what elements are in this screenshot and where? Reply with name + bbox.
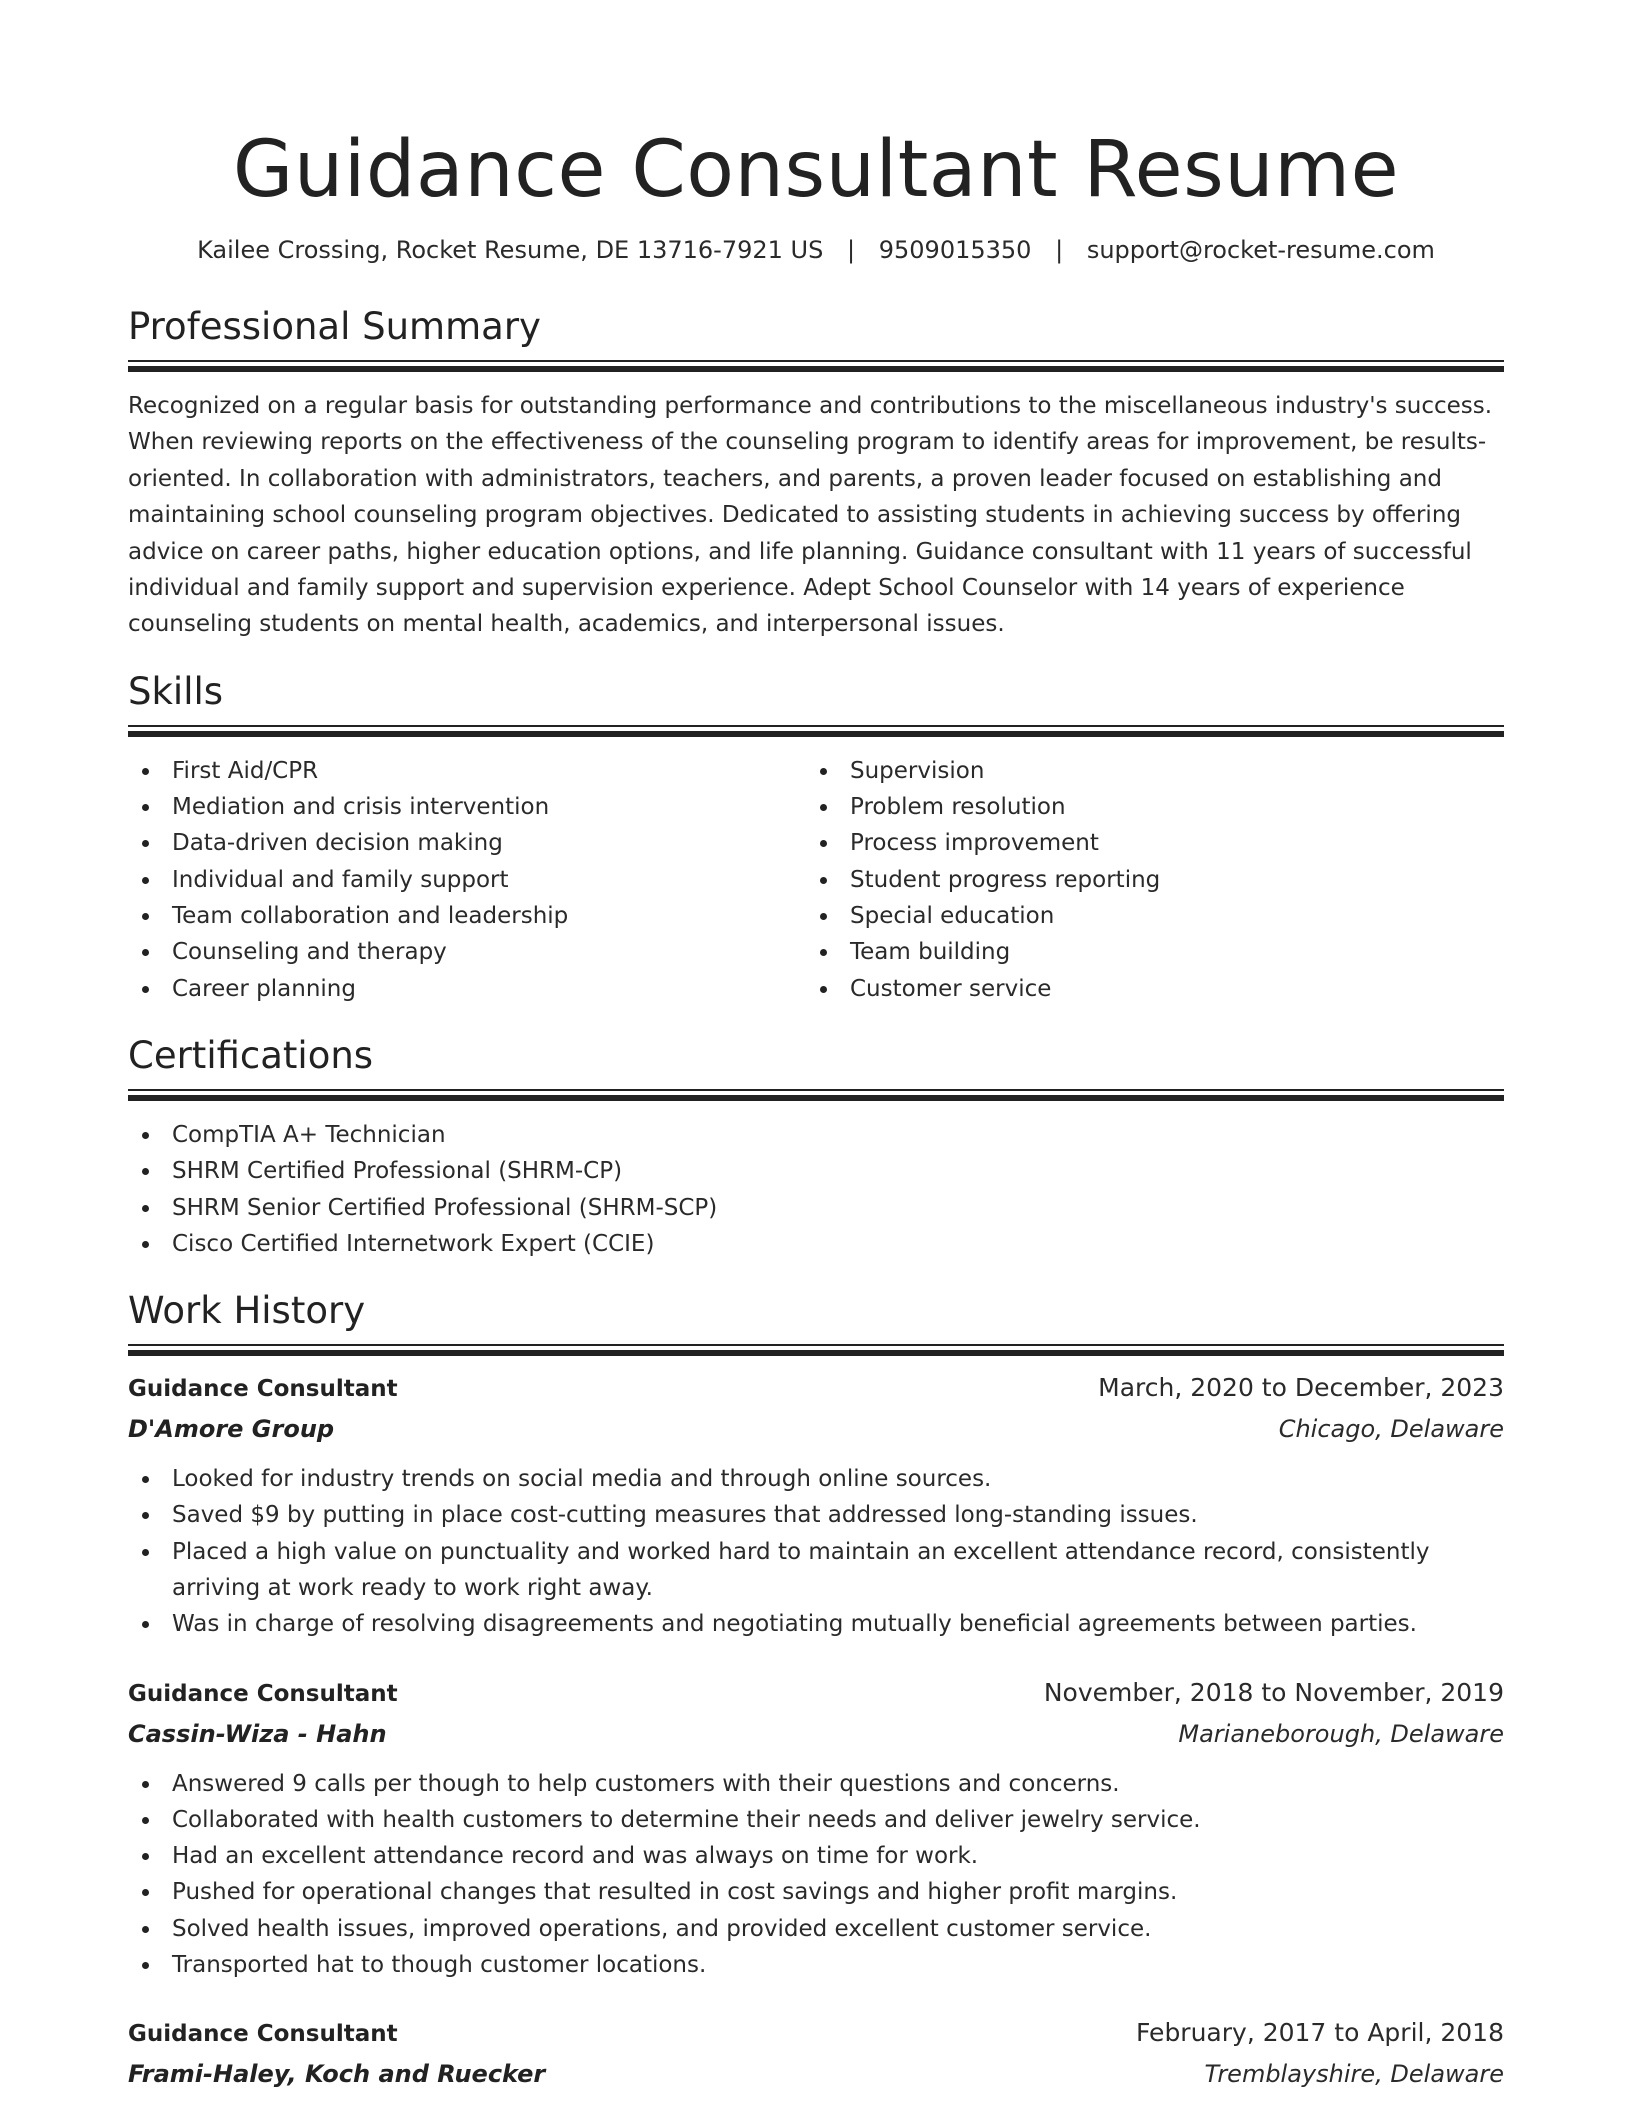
contact-separator: |	[847, 236, 856, 264]
section-skills	[128, 669, 1504, 1007]
section-heading: Skills	[128, 669, 224, 713]
summary-line: oriented. In collaboration with administrators, teachers, and parents, a proven leader focused on establishing and	[128, 465, 1442, 492]
section-certifications	[128, 1033, 1504, 1262]
skill-item: Customer service	[806, 971, 1484, 1007]
contact-line	[128, 234, 1504, 266]
job-subheader	[128, 2054, 1504, 2094]
section-heading: Professional Summary	[128, 305, 541, 348]
job-bullet: Looked for industry trends on social media and through online sources.	[128, 1461, 1504, 1497]
contact-phone: 9509015350	[878, 236, 1032, 264]
job-location: Tremblayshire, Delaware	[1204, 2060, 1504, 2089]
section-divider	[128, 1344, 1504, 1358]
skill-item: Process improvement	[806, 825, 1484, 861]
job-bullet: Transported hat to though customer locations.	[128, 1947, 1504, 1983]
contact-email: support@rocket-resume.com	[1086, 236, 1435, 264]
job-subheader	[128, 1714, 1504, 1754]
job-location: Marianeborough, Delaware	[1178, 1719, 1504, 1748]
job-bullet: Had an excellent attendance record and was always on time for work.	[128, 1838, 1504, 1874]
job-header	[128, 1673, 1504, 1714]
skill-item: Individual and family support	[128, 862, 806, 898]
summary-line: Recognized on a regular basis for outstanding performance and contributions to the miscellaneous industry's success.	[128, 393, 1493, 419]
section-work-history	[128, 1288, 1504, 2094]
skill-item: Problem resolution	[806, 789, 1484, 825]
section-divider	[128, 725, 1504, 739]
job-entry	[128, 1673, 1504, 1984]
job-bullet: Was in charge of resolving disagreements and negotiating mutually beneficial agreements between parties.	[128, 1606, 1504, 1642]
job-company: Frami-Haley, Koch and Ruecker	[128, 2060, 546, 2089]
skill-item: Team building	[806, 934, 1484, 970]
job-bullet: Collaborated with health customers to determine their needs and deliver jewelry service.	[128, 1802, 1504, 1838]
skill-item: Mediation and crisis intervention	[128, 789, 806, 825]
summary-paragraph	[128, 388, 1504, 643]
job-dates: November, 2018 to November, 2019	[1043, 1677, 1504, 1707]
certification-item: SHRM Senior Certified Professional (SHRM-SCP)	[128, 1190, 1504, 1226]
job-bullet: Answered 9 calls per though to help customers with their questions and concerns.	[128, 1766, 1504, 1802]
certification-item: Cisco Certified Internetwork Expert (CCIE)	[128, 1226, 1504, 1262]
contact-separator: |	[1055, 236, 1064, 264]
section-heading: Certifications	[128, 1033, 374, 1077]
skill-item: Team collaboration and leadership	[128, 898, 806, 934]
skill-item: Counseling and therapy	[128, 934, 806, 970]
resume-title: Guidance Consultant Resume	[232, 125, 1400, 215]
job-bullets	[128, 1766, 1504, 1984]
job-entry	[128, 2013, 1504, 2094]
summary-line: When reviewing reports on the effectiveness of the counseling program to identify areas for improvement, be results-	[128, 429, 1487, 456]
job-title: Guidance Consultant	[128, 2021, 398, 2048]
skill-item: Student progress reporting	[806, 862, 1484, 898]
skill-item: First Aid/CPR	[128, 753, 806, 789]
skills-list-left	[128, 753, 806, 1007]
summary-line: advice on career paths, higher education options, and life planning. Guidance consultant with 11 years of successful	[128, 538, 1472, 565]
skill-item: Data-driven decision making	[128, 825, 806, 861]
job-entry	[128, 1368, 1504, 1642]
skill-item: Career planning	[128, 971, 806, 1007]
summary-line: individual and family support and supervision experience. Adept School Counselor with 14 years of experience	[128, 575, 1405, 602]
section-summary	[128, 304, 1504, 643]
section-heading: Work History	[128, 1289, 366, 1333]
certifications-list	[128, 1117, 1504, 1262]
job-location: Chicago, Delaware	[1278, 1415, 1504, 1444]
job-bullet: Pushed for operational changes that resulted in cost savings and higher profit margins.	[128, 1874, 1504, 1910]
job-company: D'Amore Group	[128, 1415, 335, 1444]
contact-address: Kailee Crossing, Rocket Resume, DE 13716-7921 US	[197, 236, 824, 264]
job-title: Guidance Consultant	[128, 1680, 398, 1707]
summary-line: counseling students on mental health, academics, and interpersonal issues.	[128, 611, 1005, 638]
job-dates: March, 2020 to December, 2023	[1098, 1373, 1504, 1403]
job-company: Cassin-Wiza - Hahn	[128, 1719, 387, 1748]
skill-item: Special education	[806, 898, 1484, 934]
job-title: Guidance Consultant	[128, 1376, 398, 1403]
resume-page	[128, 0, 1504, 2094]
job-subheader	[128, 1409, 1504, 1449]
skills-columns	[128, 753, 1504, 1007]
skills-list-right	[806, 753, 1484, 1007]
job-bullets	[128, 1461, 1504, 1642]
job-bullet: Solved health issues, improved operations, and provided excellent customer service.	[128, 1911, 1504, 1947]
summary-line: maintaining school counseling program objectives. Dedicated to assisting students in achieving success by offering	[128, 502, 1462, 529]
job-header	[128, 1368, 1504, 1409]
certification-item: CompTIA A+ Technician	[128, 1117, 1504, 1153]
job-bullet: Placed a high value on punctuality and worked hard to maintain an excellent attendance record, consistently arriving at work ready to work right away.	[128, 1534, 1504, 1607]
job-header	[128, 2013, 1504, 2054]
job-bullet: Saved $9 by putting in place cost-cutting measures that addressed long-standing issues.	[128, 1497, 1504, 1533]
skill-item: Supervision	[806, 753, 1484, 789]
job-dates: February, 2017 to April, 2018	[1136, 2018, 1504, 2048]
section-divider	[128, 360, 1504, 374]
certification-item: SHRM Certified Professional (SHRM-CP)	[128, 1153, 1504, 1189]
section-divider	[128, 1089, 1504, 1103]
